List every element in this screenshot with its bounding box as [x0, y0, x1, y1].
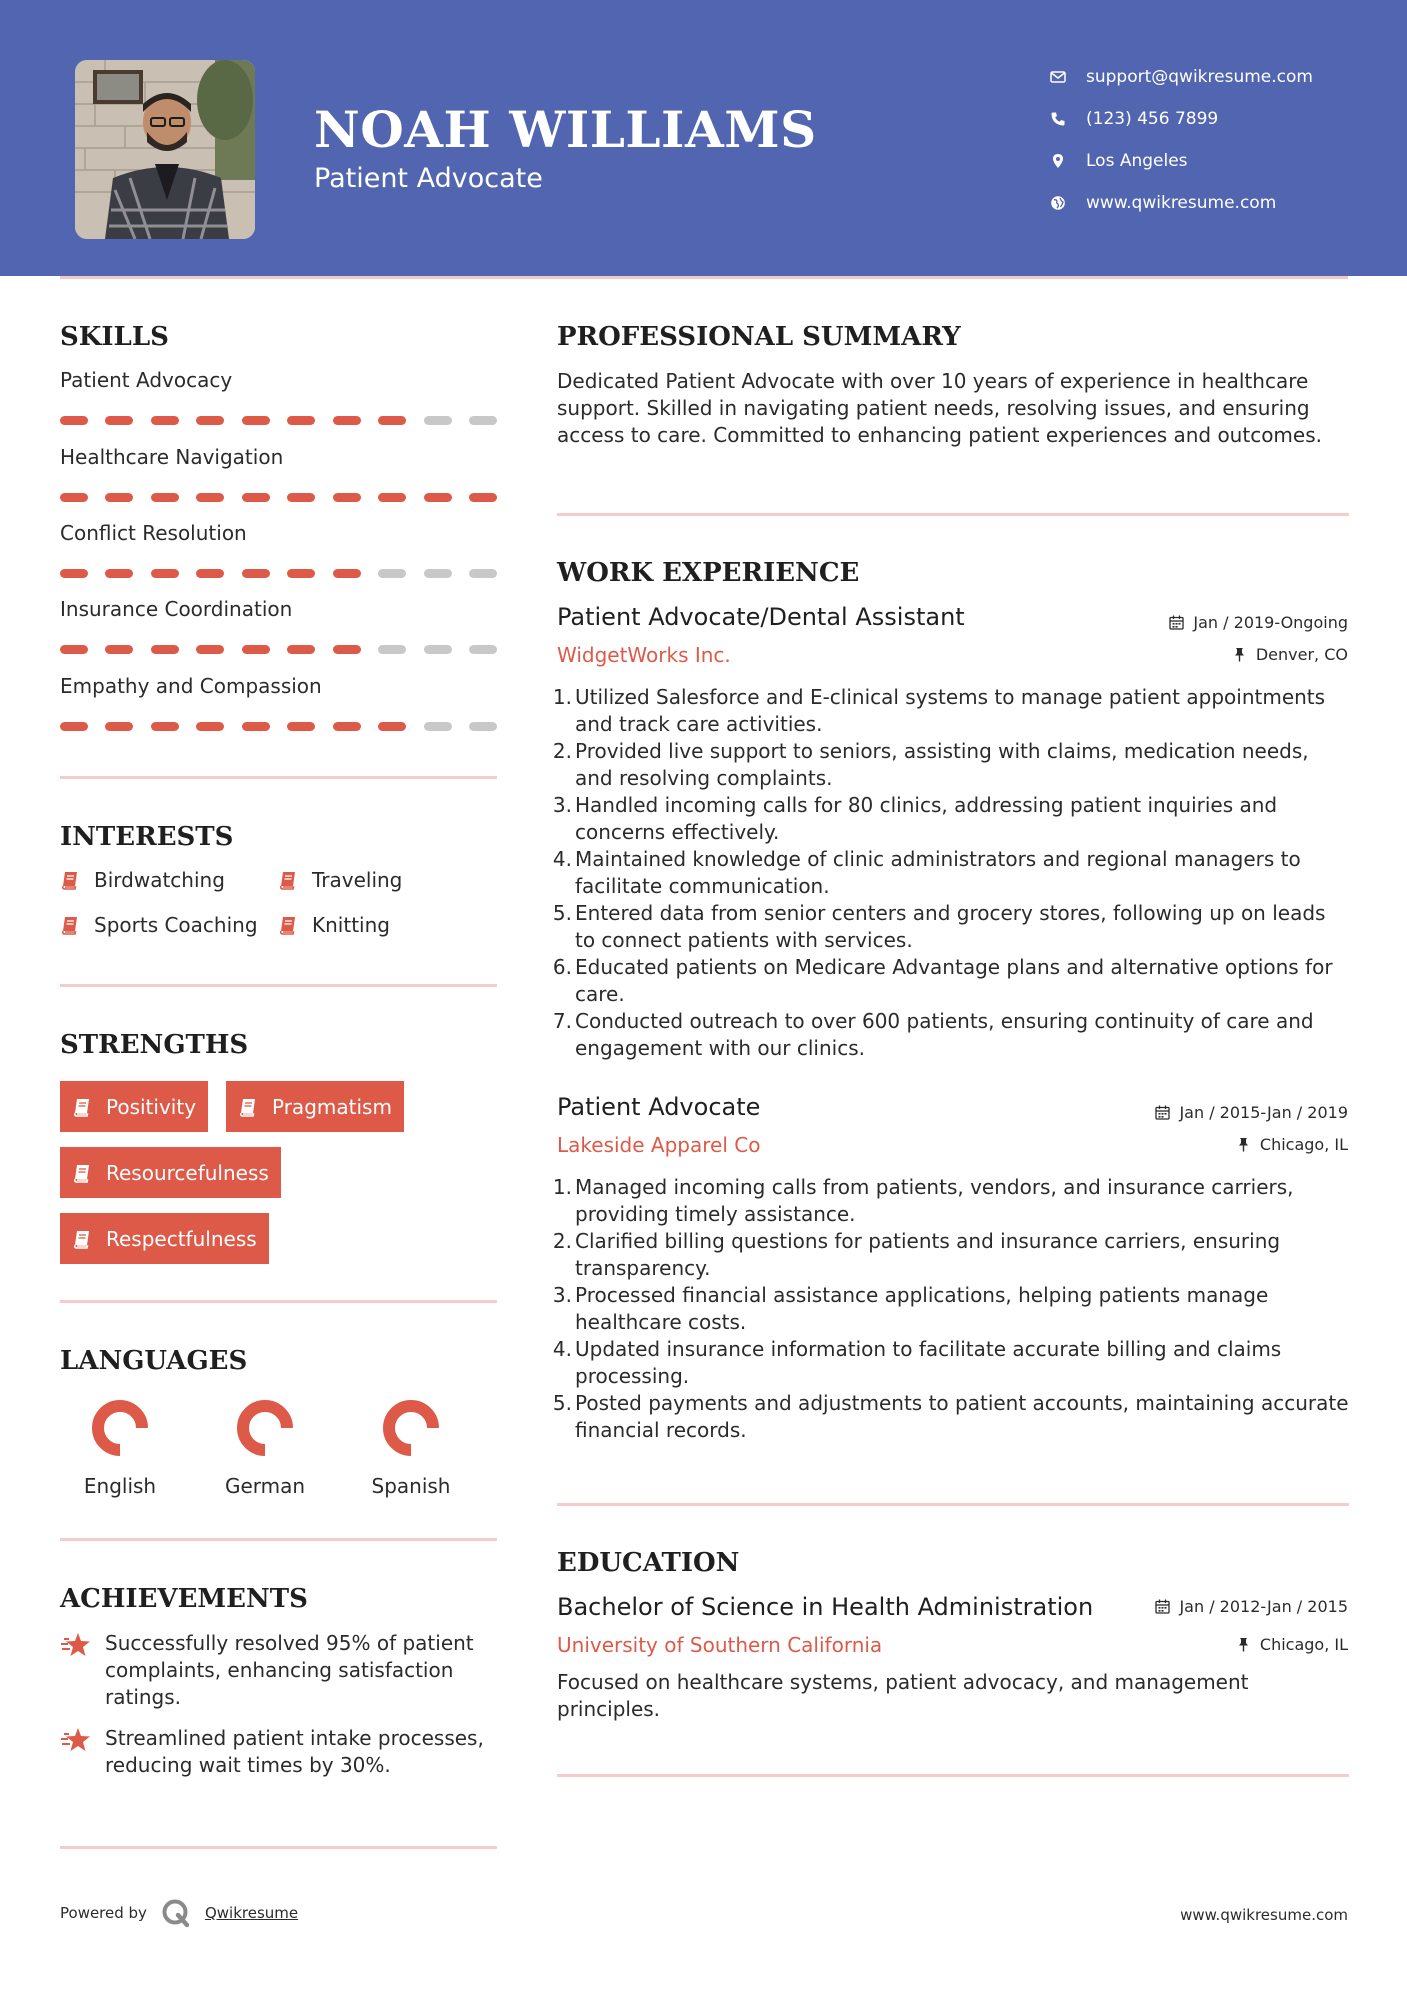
- language-item: [341, 1396, 481, 1498]
- skill-level-segment: [378, 569, 406, 578]
- skill-level-bar: [60, 493, 497, 502]
- skill-level-bar: [60, 416, 497, 425]
- pushpin-icon: [1232, 647, 1247, 662]
- language-level-arc: [389, 1406, 433, 1450]
- strength-label: Pragmatism: [272, 1094, 392, 1119]
- skill-level-bar: [60, 722, 497, 731]
- education-location-text: Chicago, IL: [1259, 1635, 1348, 1654]
- strength-tag: [226, 1081, 404, 1132]
- skill-level-segment: [60, 493, 88, 502]
- contact-phone[interactable]: [1050, 98, 1313, 140]
- contact-email-text: support@qwikresume.com: [1086, 67, 1313, 87]
- skill-name: Patient Advocacy: [60, 368, 233, 392]
- company-name: WidgetWorks Inc.: [557, 643, 731, 667]
- skill-level-bar: [60, 645, 497, 654]
- skill-level-segment: [469, 722, 497, 731]
- job-responsibilities: [552, 1174, 1349, 1444]
- list-item-text: Provided live support to seniors, assisting with claims, medication needs, and resolving complaints.: [575, 739, 1309, 790]
- skill-level-segment: [105, 416, 133, 425]
- list-item: 7. Conducted outreach to over 600 patients, ensuring continuity of care and engagement with our clinics.: [552, 1009, 1314, 1060]
- language-name: Spanish: [371, 1474, 451, 1498]
- strength-label: Resourcefulness: [106, 1160, 269, 1185]
- skill-level-segment: [105, 493, 133, 502]
- strength-label: Respectfulness: [106, 1226, 257, 1251]
- language-name: German: [224, 1474, 306, 1498]
- strength-tag: [60, 1213, 269, 1264]
- skill-level-segment: [242, 569, 270, 578]
- skill-level-segment: [333, 416, 361, 425]
- language-level-arc: [98, 1406, 142, 1450]
- list-item-text: Utilized Salesforce and E-clinical systems to manage patient appointments and track care activities.: [575, 685, 1326, 736]
- strength-label: Positivity: [106, 1094, 197, 1119]
- skill-level-segment: [242, 645, 270, 654]
- skill-level-segment: [378, 416, 406, 425]
- contact-phone-text: (123) 456 7899: [1086, 109, 1219, 129]
- job-responsibilities: [552, 684, 1349, 1062]
- contact-email[interactable]: [1050, 56, 1313, 98]
- candidate-name: NOAH WILLIAMS: [314, 100, 817, 159]
- book-icon: [60, 915, 94, 935]
- job-dates: [1155, 1103, 1348, 1122]
- book-icon: [72, 1097, 92, 1117]
- strengths-heading: STRENGTHS: [60, 1030, 249, 1060]
- education-description: Focused on healthcare systems, patient advocacy, and management principles.: [557, 1670, 1249, 1721]
- skill-level-segment: [105, 722, 133, 731]
- pushpin-icon: [1236, 1637, 1251, 1652]
- phone-icon: [1050, 111, 1086, 127]
- skill-level-segment: [151, 416, 179, 425]
- education-location: [1236, 1635, 1348, 1654]
- skill-level-segment: [151, 493, 179, 502]
- skill-level-segment: [287, 569, 315, 578]
- list-item-text: Maintained knowledge of clinic administrators and regional managers to facilitate communication.: [575, 847, 1301, 898]
- contact-website-text: www.qwikresume.com: [1086, 193, 1277, 213]
- skill-level-segment: [378, 493, 406, 502]
- interest-item: [60, 913, 258, 937]
- book-icon: [278, 915, 312, 935]
- skill-level-segment: [287, 416, 315, 425]
- interest-item: [278, 913, 390, 937]
- skill-level-segment: [287, 722, 315, 731]
- skill-level-segment: [287, 493, 315, 502]
- list-item: 6. Educated patients on Medicare Advantage plans and alternative options for care.: [552, 955, 1333, 1006]
- contact-list: [1050, 56, 1313, 224]
- list-item-text: Entered data from senior centers and grocery stores, following up on leads to connect patients with services.: [575, 901, 1326, 952]
- skill-level-bar: [60, 569, 497, 578]
- skill-level-segment: [242, 416, 270, 425]
- calendar-icon: [1155, 1105, 1170, 1120]
- skill-level-segment: [151, 722, 179, 731]
- education-heading: EDUCATION: [557, 1548, 740, 1578]
- list-item: 4. Maintained knowledge of clinic administrators and regional managers to facilitate communication.: [552, 847, 1301, 898]
- list-item-text: Posted payments and adjustments to patient accounts, maintaining accurate financial records.: [575, 1391, 1349, 1442]
- qwikresume-logo-icon: [161, 1898, 191, 1928]
- skill-level-segment: [60, 722, 88, 731]
- language-name: English: [83, 1474, 157, 1498]
- list-item-text: Processed financial assistance applications, helping patients manage healthcare costs.: [575, 1283, 1269, 1334]
- skill-level-segment: [424, 645, 452, 654]
- book-icon: [72, 1163, 92, 1183]
- achievement-item: [60, 1630, 500, 1711]
- list-item-text: Managed incoming calls from patients, vendors, and insurance carriers, providing timely assistance.: [575, 1175, 1294, 1226]
- skill-name: Conflict Resolution: [60, 521, 247, 545]
- experience-heading: WORK EXPERIENCE: [557, 558, 860, 588]
- envelope-icon: [1050, 69, 1086, 85]
- job-location-text: Chicago, IL: [1259, 1135, 1348, 1154]
- education-dates: [1155, 1597, 1348, 1616]
- languages-heading: LANGUAGES: [60, 1346, 248, 1376]
- interests-heading: INTERESTS: [60, 822, 234, 852]
- list-item: 5. Entered data from senior centers and grocery stores, following up on leads to connect patients with services.: [552, 901, 1326, 952]
- skill-level-segment: [378, 645, 406, 654]
- job-dates: [1169, 613, 1348, 632]
- achievement-text: Streamlined patient intake processes, reducing wait times by 30%.: [105, 1726, 484, 1777]
- skill-level-segment: [105, 645, 133, 654]
- skill-level-segment: [333, 645, 361, 654]
- skill-level-segment: [469, 493, 497, 502]
- calendar-icon: [1155, 1599, 1170, 1614]
- skill-level-segment: [333, 493, 361, 502]
- skill-name: Insurance Coordination: [60, 597, 293, 621]
- skill-level-segment: [196, 569, 224, 578]
- job-location: [1236, 1135, 1348, 1154]
- section-divider: [557, 513, 1349, 516]
- skill-level-segment: [242, 493, 270, 502]
- list-item-text: Handled incoming calls for 80 clinics, addressing patient inquiries and concerns effectively.: [575, 793, 1278, 844]
- star-icon: [60, 1725, 105, 1779]
- list-item: 4. Updated insurance information to facilitate accurate billing and claims processing.: [552, 1337, 1282, 1388]
- list-item: 1. Utilized Salesforce and E-clinical systems to manage patient appointments and track care activities.: [552, 685, 1326, 736]
- contact-location-text: Los Angeles: [1086, 151, 1188, 171]
- skill-level-segment: [469, 569, 497, 578]
- calendar-icon: [1169, 615, 1184, 630]
- skill-level-segment: [60, 416, 88, 425]
- list-item-text: Clarified billing questions for patients and insurance carriers, ensuring transparency.: [575, 1229, 1281, 1280]
- skill-level-segment: [424, 722, 452, 731]
- list-item: 2. Clarified billing questions for patients and insurance carriers, ensuring transparency.: [552, 1229, 1281, 1280]
- skill-level-segment: [196, 416, 224, 425]
- skill-level-segment: [60, 645, 88, 654]
- skill-level-segment: [196, 645, 224, 654]
- interest-label: Knitting: [312, 913, 390, 937]
- skill-name: Empathy and Compassion: [60, 674, 322, 698]
- interest-label: Traveling: [312, 868, 403, 892]
- skill-level-segment: [151, 645, 179, 654]
- strength-tag: [60, 1081, 208, 1132]
- job-title: Patient Advocate/Dental Assistant: [557, 603, 965, 631]
- skill-level-segment: [242, 722, 270, 731]
- skill-level-segment: [151, 569, 179, 578]
- footer-website[interactable]: www.qwikresume.com: [1180, 1906, 1348, 1924]
- degree-title: Bachelor of Science in Health Administration: [557, 1593, 1094, 1621]
- list-item-text: Updated insurance information to facilitate accurate billing and claims processing.: [575, 1337, 1282, 1388]
- job-dates-text: Jan / 2019-Ongoing: [1193, 613, 1348, 632]
- profile-photo: [75, 60, 255, 239]
- summary-heading: PROFESSIONAL SUMMARY: [557, 322, 961, 352]
- language-level-ring: [379, 1396, 443, 1460]
- resume-header: [0, 0, 1407, 276]
- school-name: University of Southern California: [557, 1633, 883, 1657]
- job-location-text: Denver, CO: [1255, 645, 1348, 664]
- interest-item: [278, 868, 402, 892]
- book-icon: [72, 1229, 92, 1249]
- achievements-heading: ACHIEVEMENTS: [60, 1584, 308, 1614]
- footer-powered-by: [60, 1898, 298, 1928]
- skill-level-segment: [105, 569, 133, 578]
- skill-level-segment: [424, 493, 452, 502]
- section-divider: [60, 776, 497, 779]
- list-item: 3. Processed financial assistance applications, helping patients manage healthcare costs.: [552, 1283, 1269, 1334]
- section-divider: [557, 1503, 1349, 1506]
- skill-level-segment: [469, 645, 497, 654]
- skill-level-segment: [287, 645, 315, 654]
- company-name: Lakeside Apparel Co: [557, 1133, 761, 1157]
- achievement-item: [60, 1725, 500, 1779]
- contact-location: [1050, 140, 1313, 182]
- powered-by-label: Powered by: [60, 1904, 147, 1922]
- interest-item: [60, 868, 225, 892]
- interest-label: Birdwatching: [94, 868, 225, 892]
- pushpin-icon: [1236, 1137, 1251, 1152]
- language-level-ring: [88, 1396, 152, 1460]
- candidate-title: Patient Advocate: [314, 163, 543, 194]
- language-item: [50, 1396, 190, 1498]
- list-item: 1. Managed incoming calls from patients, vendors, and insurance carriers, providing timely assistance.: [552, 1175, 1294, 1226]
- education-dates-text: Jan / 2012-Jan / 2015: [1179, 1597, 1348, 1616]
- globe-icon: [1050, 195, 1086, 211]
- achievement-text: Successfully resolved 95% of patient complaints, enhancing satisfaction ratings.: [105, 1631, 474, 1709]
- skill-level-segment: [333, 722, 361, 731]
- skill-level-segment: [333, 569, 361, 578]
- job-location: [1232, 645, 1348, 664]
- language-item: [195, 1396, 335, 1498]
- list-item: 2. Provided live support to seniors, assisting with claims, medication needs, and resolving complaints.: [552, 739, 1309, 790]
- skill-level-segment: [469, 416, 497, 425]
- skill-level-segment: [196, 493, 224, 502]
- section-divider: [60, 984, 497, 987]
- book-icon: [278, 870, 312, 890]
- language-level-arc: [243, 1406, 287, 1450]
- skill-name: Healthcare Navigation: [60, 445, 284, 469]
- list-item-text: Educated patients on Medicare Advantage plans and alternative options for care.: [575, 955, 1333, 1006]
- job-dates-text: Jan / 2015-Jan / 2019: [1179, 1103, 1348, 1122]
- skill-level-segment: [378, 722, 406, 731]
- skill-level-segment: [196, 722, 224, 731]
- skills-heading: SKILLS: [60, 322, 169, 352]
- star-icon: [60, 1630, 105, 1711]
- book-icon: [60, 870, 94, 890]
- contact-website[interactable]: [1050, 182, 1313, 224]
- header-divider: [60, 276, 1348, 279]
- section-divider: [60, 1300, 497, 1303]
- skill-level-segment: [424, 416, 452, 425]
- book-icon: [238, 1097, 258, 1117]
- list-item-text: Conducted outreach to over 600 patients, ensuring continuity of care and engagement with our clinics.: [575, 1009, 1314, 1060]
- qwikresume-link[interactable]: Qwikresume: [204, 1904, 299, 1922]
- skill-level-segment: [60, 569, 88, 578]
- section-divider: [557, 1774, 1349, 1777]
- section-divider: [60, 1846, 497, 1849]
- map-pin-icon: [1050, 153, 1086, 169]
- section-divider: [60, 1538, 497, 1541]
- list-item: 3. Handled incoming calls for 80 clinics, addressing patient inquiries and concerns effectively.: [552, 793, 1278, 844]
- skill-level-segment: [424, 569, 452, 578]
- interest-label: Sports Coaching: [94, 913, 258, 937]
- list-item: 5. Posted payments and adjustments to patient accounts, maintaining accurate financial records.: [552, 1391, 1349, 1442]
- job-title: Patient Advocate: [557, 1093, 761, 1121]
- summary-text: Dedicated Patient Advocate with over 10 years of experience in healthcare support. Skilled in navigating patient needs, resolving issues, and ensuring access to care. Committed to enhancing patient experiences and outcomes.: [557, 369, 1322, 447]
- language-level-ring: [233, 1396, 297, 1460]
- strength-tag: [60, 1147, 281, 1198]
